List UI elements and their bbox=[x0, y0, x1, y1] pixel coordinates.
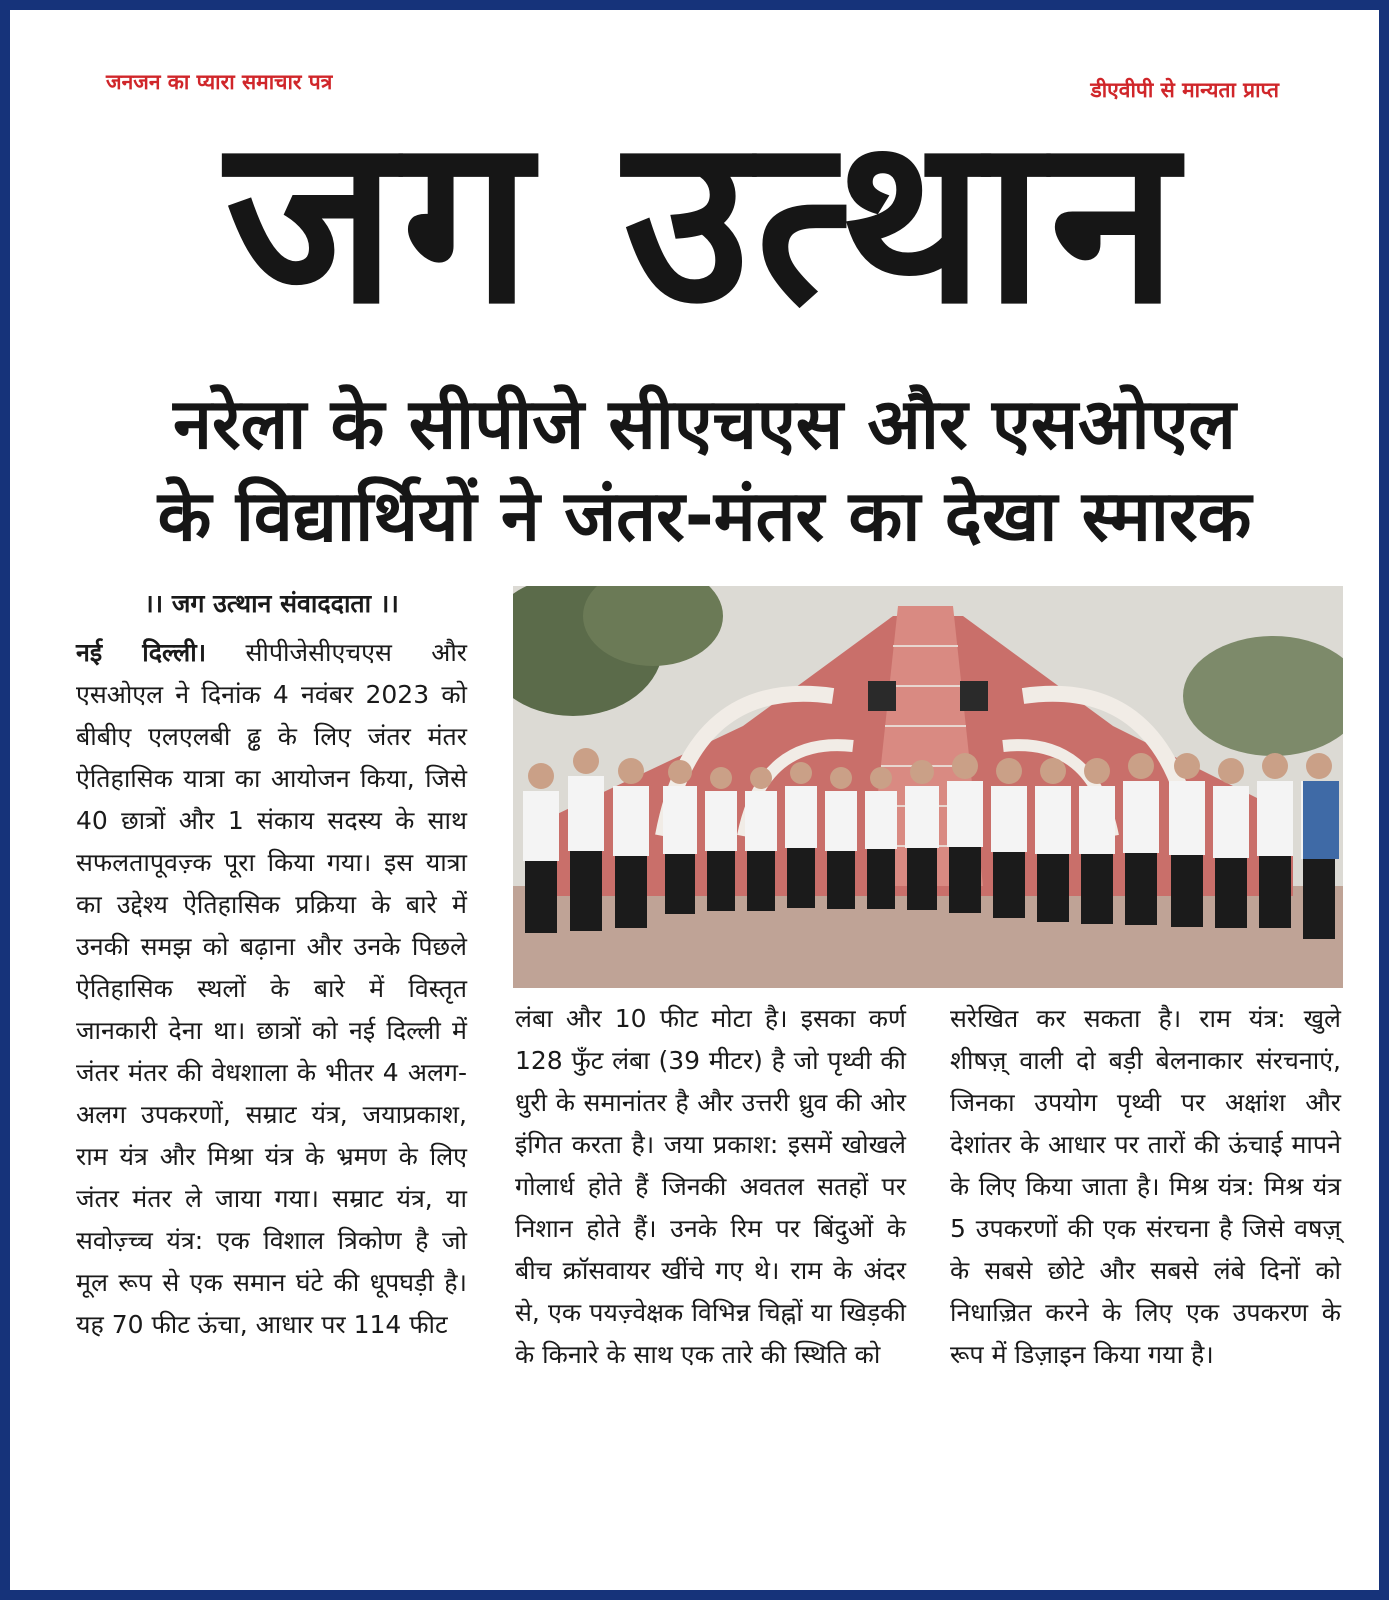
tagline-left: जनजन का प्यारा समाचार पत्र bbox=[106, 70, 333, 94]
headline-line-1: नरेला के सीपीजे सीएचएस और एसओएल bbox=[173, 383, 1236, 465]
group-photo-illustration bbox=[513, 586, 1343, 988]
group-photo bbox=[513, 586, 1343, 988]
column-1-text: सीपीजेसीएचएस और एसओएल ने दिनांक 4 नवंबर 2023 को बीबीए एलएलबी ढ्ढ के लिए जंतर मंतर ऐतिहासिक यात्रा का आयोजन किया, जिसे 40 छात्रों और 1 संकाय सदस्य के साथ सफलतापूवज़्क पूरा किया गया। इस यात्रा का उद्देश्य ऐतिहासिक प्रक्रिया के बारे में उनकी समझ को बढ़ाना और उनके पिछले ऐतिहासिक स्थलों के बारे में विस्तृत जानकारी देना था। छात्रों को नई दिल्ली में जंतर मंतर की वेधशाला के भीतर 4 अलग-अलग उपकरणों, सम्राट यंत्र, जयाप्रकाश, राम यंत्र और मिश्रा यंत्र के भ्रमण के लिए जंतर मंतर ले जाया गया। सम्राट यंत्र, या सवोज़्च्च यंत्र: एक विशाल त्रिकोण है जो मूल रूप से एक समान घंटे की धूपघड़ी है। यह 70 फीट ऊंचा, आधार पर 114 फीट bbox=[76, 638, 468, 1339]
article-column-3: सरेखित कर सकता है। राम यंत्र: खुले शीषज़् वाली दो बड़ी बेलनाकार संरचनाएं, जिनका उपयोग पृथ्वी पर अक्षांश और देशांतर के आधार पर तारों की ऊंचाई मापने के लिए किया जाता है। मिश्र यंत्र: मिश्र यंत्र 5 उपकरणों की एक संरचना है जिसे वषज़् के सबसे छोटे और सबसे लंबे दिनों को निधाज़्रित करने के लिए एक उपकरण के रूप में डिज़ाइन किया गया है। bbox=[950, 1004, 1341, 1369]
tagline-right: डीएवीपी से मान्यता प्राप्त bbox=[1090, 78, 1279, 102]
newspaper-masthead: जग उत्थान bbox=[225, 88, 1184, 355]
article-column-1 bbox=[76, 632, 467, 1346]
byline: ।। जग उत्थान संवाददाता ।। bbox=[144, 589, 399, 618]
article-headline bbox=[50, 378, 1359, 562]
dateline: नई दिल्ली। bbox=[76, 638, 207, 667]
headline-line-2: के विद्यार्थियों ने जंतर-मंतर का देखा स्मारक bbox=[157, 475, 1252, 557]
article-column-2: लंबा और 10 फीट मोटा है। इसका कर्ण 128 फुँट लंबा (39 मीटर) है जो पृथ्वी की धुरी के समानांतर है और उत्तरी ध्रुव की ओर इंगित करता है। जया प्रकाश: इसमें खोखले गोलार्ध होते हैं जिनकी अवतल सतहों पर निशान होते हैं। उनके रिम पर बिंदुओं के बीच क्रॉसवायर खींचे गए थे। राम के अंदर से, एक पयज़्वेक्षक विभिन्न चिह्नों या खिड़की के किनारे के साथ एक तारे की स्थिति को bbox=[515, 1004, 906, 1369]
